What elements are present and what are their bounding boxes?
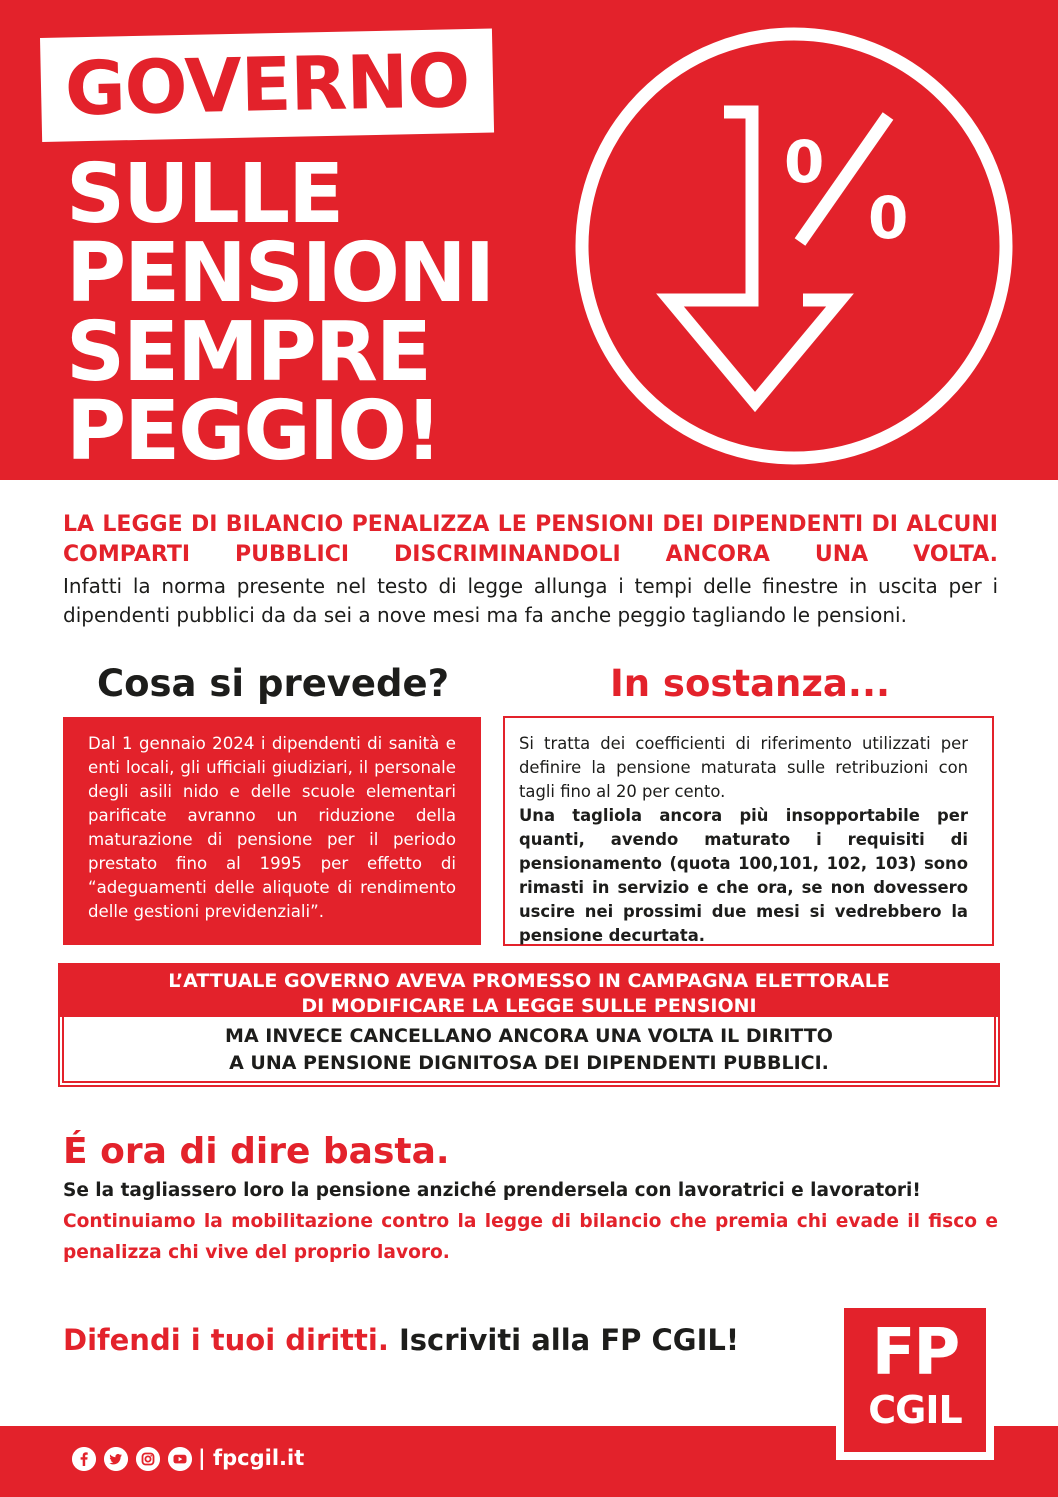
headline-line-4: PEGGIO! — [66, 384, 441, 479]
cta-red: Difendi i tuoi diritti. — [63, 1323, 389, 1357]
instagram-icon[interactable] — [136, 1447, 160, 1471]
promise-banner — [58, 963, 1000, 1087]
governo-label-box — [40, 29, 494, 142]
logo-cgil-text: CGIL — [868, 1388, 962, 1432]
twitter-icon[interactable] — [104, 1447, 128, 1471]
logo-inner — [844, 1308, 986, 1452]
call-to-action — [63, 1320, 739, 1360]
svg-text:0: 0 — [868, 184, 909, 252]
governo-label: GOVERNO — [64, 38, 471, 133]
banner-top — [60, 965, 998, 1017]
left-info-box — [63, 717, 481, 945]
website-link[interactable]: | fpcgil.it — [198, 1446, 305, 1470]
headline — [66, 147, 566, 479]
headline-line-2: PENSIONI — [66, 226, 494, 321]
intro-bold-text: LA LEGGE DI BILANCIO PENALIZZA LE PENSIONI DEI DIPENDENTI DI ALCUNI COMPARTI PUBBLICI DISCRIMINANDOLI ANCORA UNA VOLTA. — [63, 512, 998, 567]
banner-bottom — [62, 1017, 996, 1083]
left-info-text: Dal 1 gennaio 2024 i dipendenti di sanità e enti locali, gli ufficiali giudiziari, il personale degli asili nido e delle scuole elementari parificate avranno un riduzione della maturazione di pensione per il periodo prestato fino al 1995 per effetto di “adeguamenti delle aliquote di rendimento delle gestioni previdenziali”. — [88, 734, 456, 921]
right-info-box — [503, 716, 994, 946]
banner-bottom-line-2: A UNA PENSIONE DIGNITOSA DEI DIPENDENTI PUBBLICI. — [229, 1052, 829, 1074]
banner-top-line-2: DI MODIFICARE LA LEGGE SULLE PENSIONI — [301, 995, 757, 1017]
hero-banner — [0, 0, 1058, 480]
cta-black: Iscriviti alla FP CGIL! — [398, 1323, 740, 1357]
intro-section — [63, 510, 998, 630]
basta-red-text: Continuiamo la mobilitazione contro la legge di bilancio che premia chi evade il fisco e penalizza chi vive del proprio lavoro. — [63, 1211, 998, 1263]
basta-heading: É ora di dire basta. — [63, 1131, 450, 1172]
logo-fp-text: FP — [871, 1316, 959, 1390]
svg-text:0: 0 — [784, 128, 825, 196]
fp-cgil-logo — [836, 1300, 994, 1460]
youtube-icon[interactable] — [168, 1447, 192, 1471]
right-info-bold-text: Una tagliola ancora più insopportabile per quanti, avendo maturato i requisiti di pensionamento (quota 100,101, 102, 103) sono rimasti in servizio e che ora, se non dovessero uscire nei prossimi due mesi si vedrebbero la pensione decurtata. — [519, 806, 968, 945]
heading-cosa-si-prevede: Cosa si prevede? — [96, 662, 450, 705]
banner-top-line-1: L’ATTUALE GOVERNO AVEVA PROMESSO IN CAMPAGNA ELETTORALE — [168, 970, 890, 992]
headline-line-1: SULLE — [66, 147, 343, 242]
heading-in-sostanza: In sostanza... — [609, 662, 891, 705]
headline-line-3: SEMPRE — [66, 305, 430, 400]
facebook-icon[interactable] — [72, 1447, 96, 1471]
percent-down-arrow-icon — [568, 20, 1020, 472]
banner-bottom-line-1: MA INVECE CANCELLANO ANCORA UNA VOLTA IL DIRITTO — [225, 1025, 833, 1047]
right-info-text: Si tratta dei coefficienti di riferimento utilizzati per definire la pensione maturata sulle retribuzioni con tagli fino al 20 per cento. — [519, 734, 968, 801]
basta-black-line: Se la tagliassero loro la pensione anziché prendersela con lavoratrici e lavoratori! — [63, 1180, 921, 1201]
intro-text: Infatti la norma presente nel testo di legge allunga i tempi delle finestre in uscita per i dipendenti pubblici da da sei a nove mesi ma fa anche peggio tagliando le pensioni. — [63, 574, 998, 627]
